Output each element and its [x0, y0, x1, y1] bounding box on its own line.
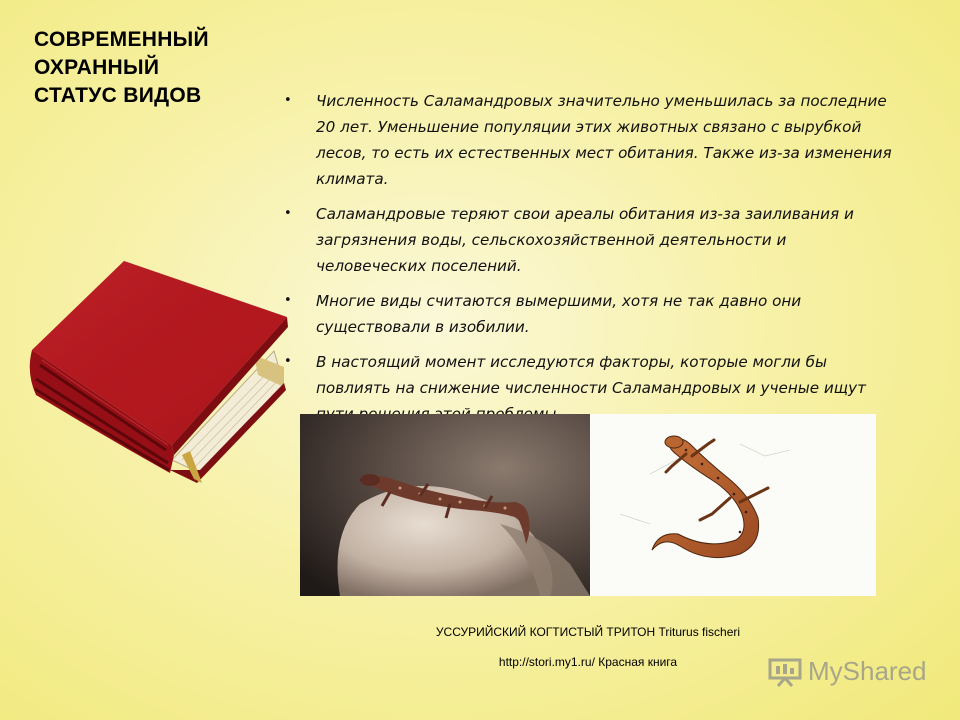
title-line-2: ОХРАННЫЙ	[34, 56, 160, 79]
bullet-marker: •	[284, 206, 292, 221]
source-link[interactable]: http://stori.my1.ru/ Красная книга	[498, 655, 678, 669]
bullet-marker: •	[284, 354, 292, 369]
salamander-rock-photo	[300, 414, 590, 596]
bullet-text: В настоящий момент исследуются факторы, которые могли бы повлиять на снижение численности Саламандровых и ученые ищут	[316, 353, 866, 397]
myshared-watermark	[768, 656, 927, 687]
bullet-text: Саламандровые теряют свои ареалы обитания из-за заиливания и загрязнения воды, сельскохозяйственной деятельности и человеческих поселений.	[316, 205, 854, 275]
salamander-drawing-photo	[590, 414, 876, 596]
title-line-1: СОВРЕМЕННЫЙ	[34, 28, 209, 51]
presentation-icon	[768, 657, 802, 687]
bullet-item	[284, 88, 894, 192]
watermark-text: MyShared	[808, 656, 927, 686]
bullet-text: Численность Саламандровых значительно уменьшилась за последние 20 лет. Уменьшение популяции этих животных связано с вырубкой лесов, то есть их естественных мест обитания. Также из-за изменения климата.	[316, 92, 892, 188]
species-caption: УССУРИЙСКИЙ КОГТИСТЫЙ ТРИТОН Triturus fischeri	[435, 625, 741, 639]
bullet-marker: •	[284, 293, 292, 308]
bullet-marker: •	[284, 93, 292, 108]
red-book-image	[22, 255, 292, 494]
bullet-text: Многие виды считаются вымершими, хотя не так давно они существовали в изобилии.	[316, 292, 802, 336]
title-line-3: СТАТУС ВИДОВ	[34, 84, 202, 107]
bullet-list	[284, 88, 894, 436]
slide-title	[34, 26, 274, 110]
bullet-item	[284, 288, 894, 340]
bullet-item	[284, 201, 894, 279]
